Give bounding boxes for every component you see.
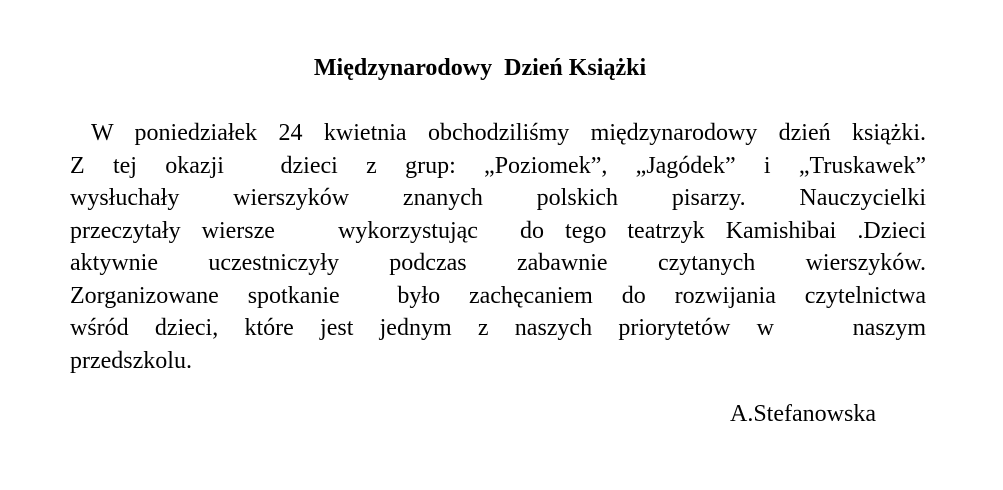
- document-title: Międzynarodowy Dzień Książki: [313, 55, 647, 81]
- paragraph-line: Zorganizowane spotkanie było zachęcaniem do rozwijania czytelnictwa: [70, 282, 926, 309]
- paragraph-line: przedszkolu.: [70, 347, 192, 374]
- author-signature: A.Stefanowska: [730, 401, 876, 427]
- paragraph-line: przeczytały wiersze wykorzystując do tego teatrzyk Kamishibai .Dzieci: [70, 217, 926, 244]
- paragraph-line: wśród dzieci, które jest jednym z naszych priorytetów w naszym: [70, 315, 926, 341]
- paragraph-line: wysłuchały wierszyków znanych polskich pisarzy. Nauczycielki: [70, 185, 926, 211]
- paragraph-line: W poniedziałek 24 kwietnia obchodziliśmy międzynarodowy dzień książki.: [70, 120, 926, 146]
- paragraph-line: Z tej okazji dzieci z grup: „Poziomek”, „Jagódek” i „Truskawek”: [70, 152, 926, 179]
- paragraph-line: aktywnie uczestniczyły podczas zabawnie czytanych wierszyków.: [70, 250, 926, 276]
- article-paragraph: [70, 117, 926, 377]
